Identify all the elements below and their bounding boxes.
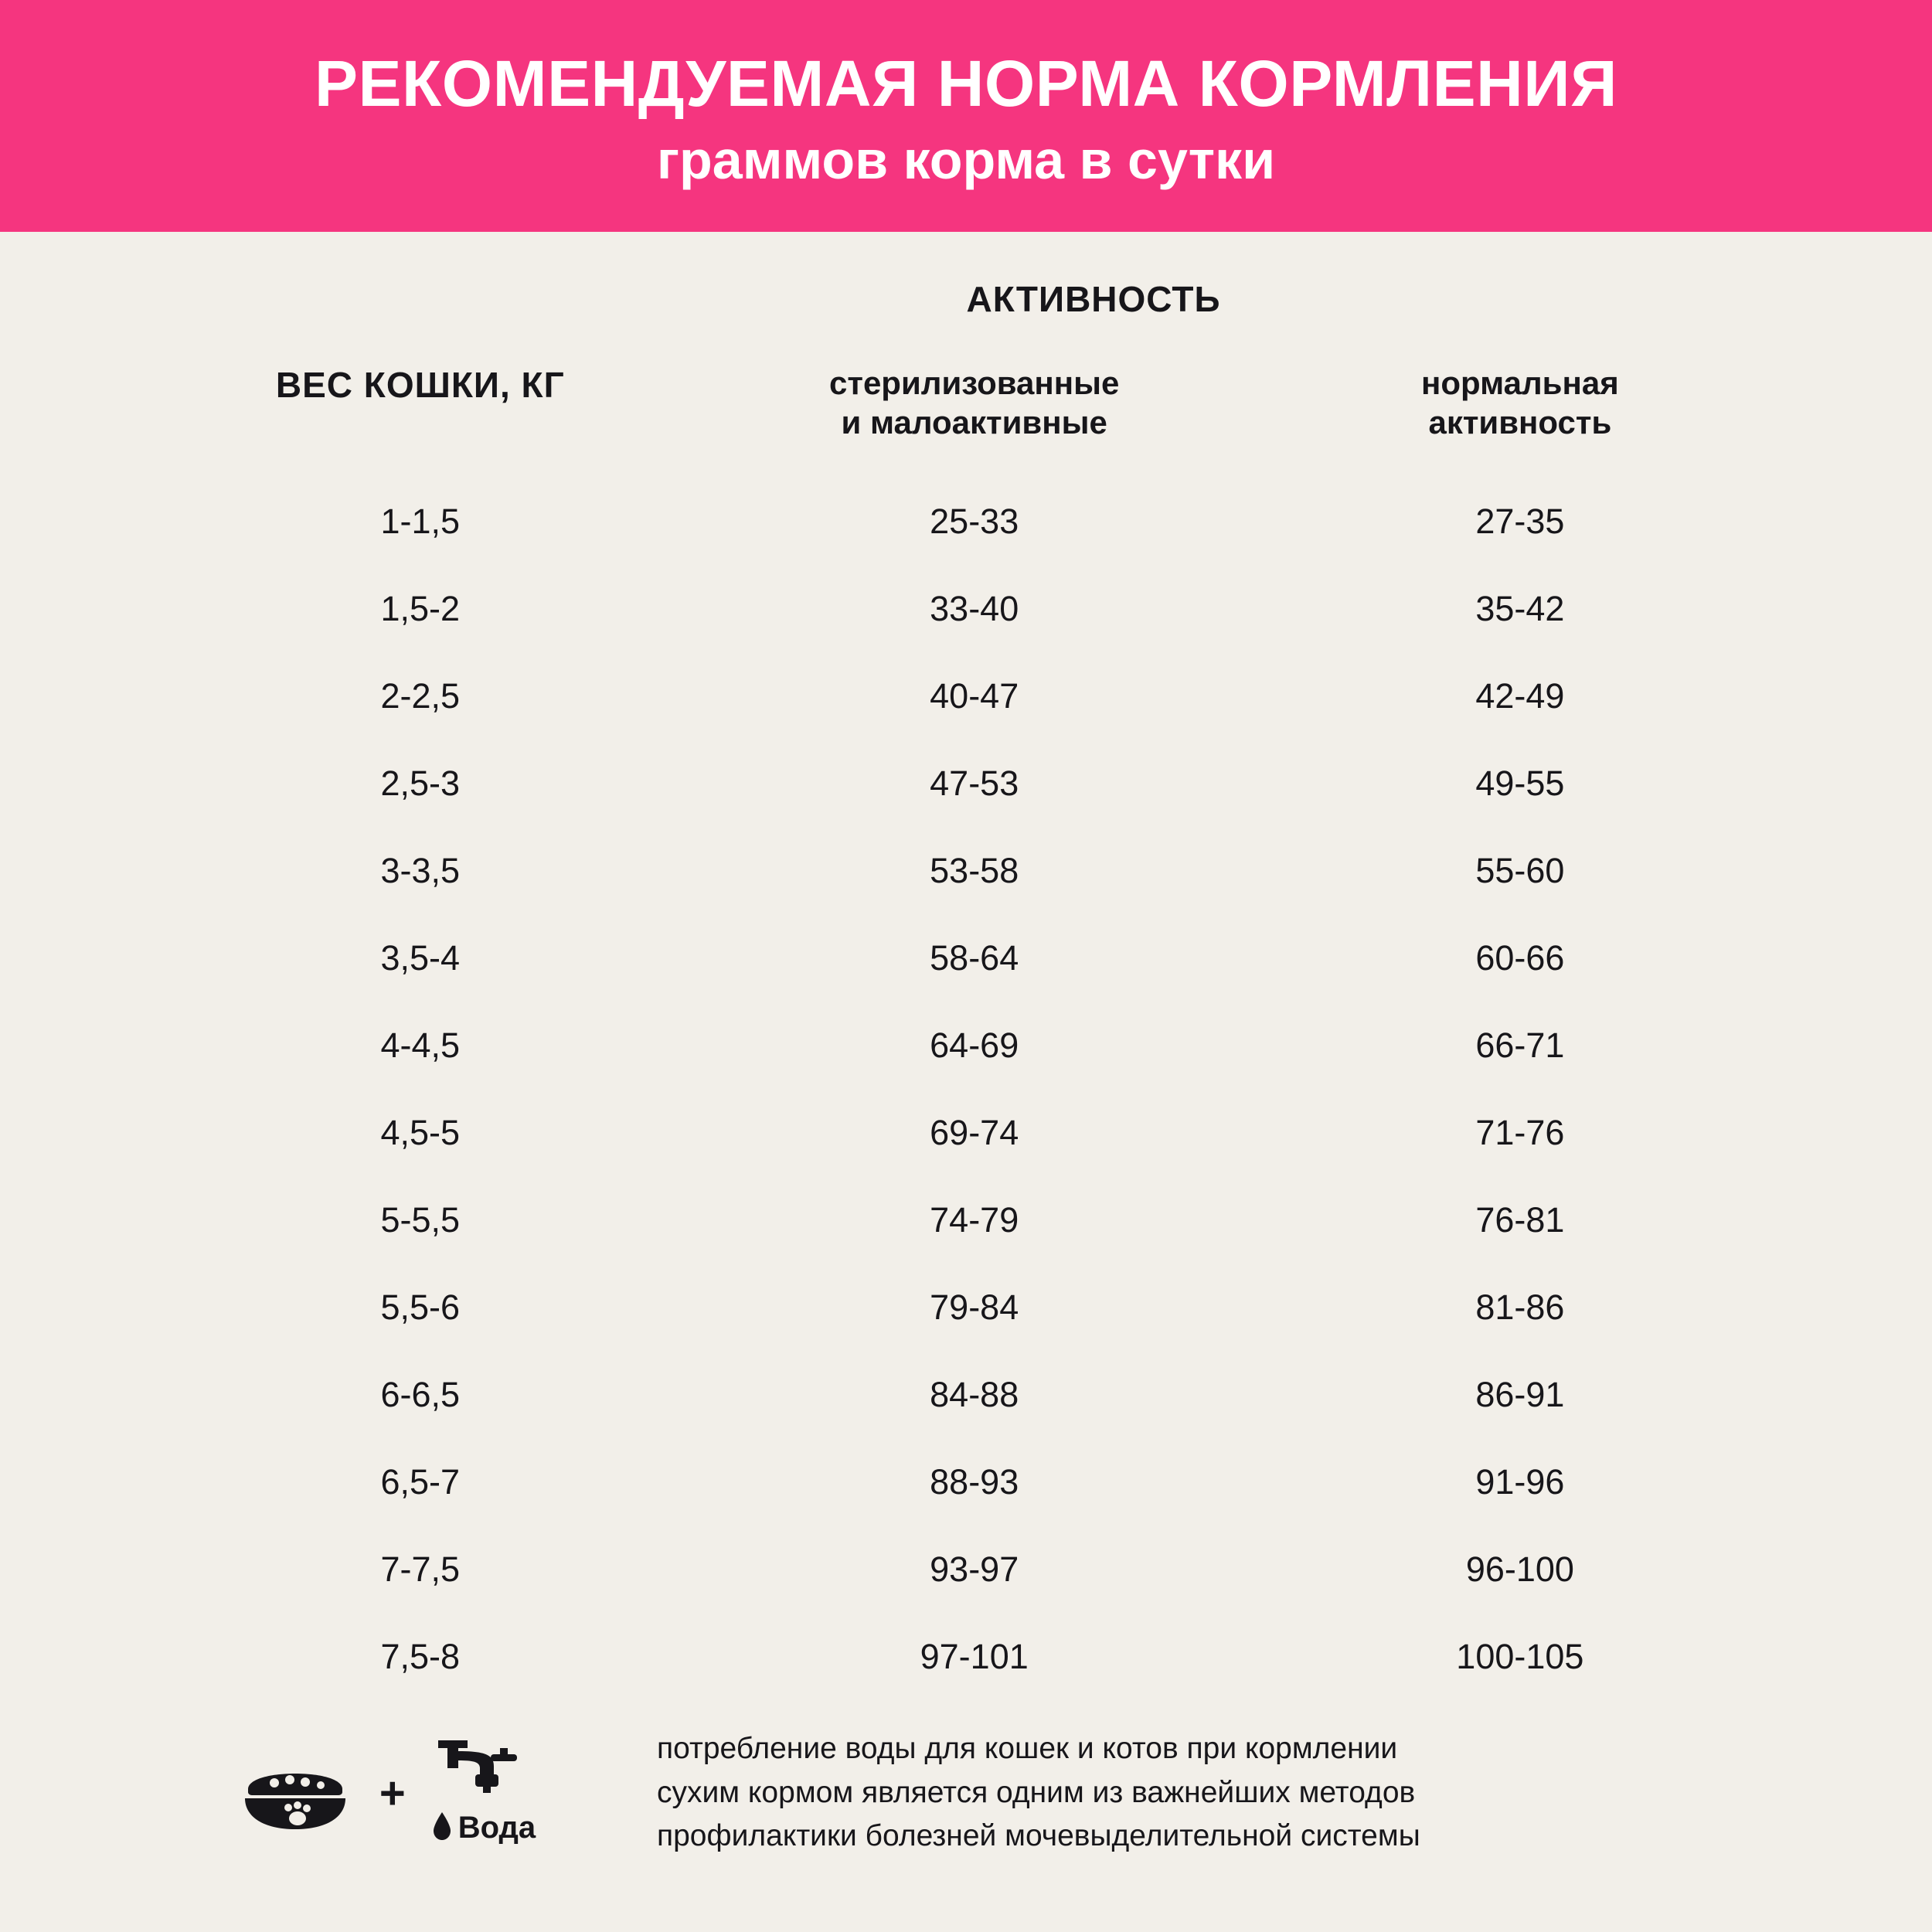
table-row — [139, 740, 1793, 827]
table-row — [139, 652, 1793, 740]
cell-weight: 6-6,5 — [380, 1374, 461, 1414]
table-row — [139, 478, 1793, 565]
column-header-sterilized-line2: и малоактивные — [841, 404, 1107, 441]
table-row — [139, 1351, 1793, 1438]
cell-normal: 71-76 — [1475, 1112, 1565, 1152]
column-header-normal-line1: нормальная — [1421, 365, 1619, 401]
cell-sterilized: 33-40 — [930, 588, 1019, 628]
cell-sterilized: 53-58 — [930, 850, 1019, 890]
cell-weight: 5,5-6 — [380, 1287, 461, 1327]
water-label: Вода — [457, 1811, 536, 1845]
page-subtitle: граммов корма в сутки — [656, 129, 1276, 190]
table-row — [139, 914, 1793, 1002]
cell-sterilized: 64-69 — [930, 1025, 1019, 1065]
cat-food-bowl-icon — [237, 1749, 353, 1838]
table-row — [139, 1002, 1793, 1089]
cell-normal: 76-81 — [1475, 1199, 1565, 1240]
footer-note-text — [634, 1727, 1793, 1859]
cell-sterilized: 97-101 — [920, 1636, 1029, 1676]
water-tap-icon — [434, 1740, 534, 1815]
page-title: РЕКОМЕНДУЕМАЯ НОРМА КОРМЛЕНИЯ — [314, 47, 1618, 121]
cell-normal: 55-60 — [1475, 850, 1565, 890]
footer-note-line1: потребление воды для кошек и котов при кормлении — [657, 1732, 1398, 1766]
column-header-normal — [1247, 363, 1793, 442]
feeding-table — [0, 363, 1932, 1700]
cell-normal: 49-55 — [1475, 763, 1565, 803]
cell-normal: 35-42 — [1475, 588, 1565, 628]
cell-weight: 6,5-7 — [380, 1461, 461, 1502]
water-block — [432, 1740, 536, 1845]
table-row — [139, 1176, 1793, 1264]
table-row — [139, 1264, 1793, 1351]
cell-normal: 42-49 — [1475, 675, 1565, 716]
cell-weight: 1-1,5 — [380, 501, 461, 541]
column-header-normal-line2: активность — [1428, 404, 1612, 441]
cell-normal: 27-35 — [1475, 501, 1565, 541]
cell-weight: 3,5-4 — [380, 937, 461, 978]
cell-weight: 2,5-3 — [380, 763, 461, 803]
cell-weight: 5-5,5 — [380, 1199, 461, 1240]
page-header — [0, 0, 1932, 232]
activity-group-label: АКТИВНОСТЬ — [966, 279, 1221, 319]
cell-sterilized: 93-97 — [930, 1549, 1019, 1589]
table-row — [139, 1613, 1793, 1700]
footer-note-line3: профилактики болезней мочевыделительной системы — [657, 1819, 1420, 1853]
cell-normal: 100-105 — [1456, 1636, 1584, 1676]
footer-icon-group — [139, 1740, 634, 1845]
column-header-sterilized — [702, 363, 1247, 442]
cell-sterilized: 88-93 — [930, 1461, 1019, 1502]
cell-normal: 86-91 — [1475, 1374, 1565, 1414]
cell-normal: 66-71 — [1475, 1025, 1565, 1065]
footer-note-line2: сухим кормом является одним из важнейших методов — [657, 1775, 1416, 1809]
cell-weight: 4,5-5 — [380, 1112, 461, 1152]
cell-weight: 7,5-8 — [380, 1636, 461, 1676]
column-header-sterilized-line1: стерилизованные — [829, 365, 1120, 401]
cell-normal: 81-86 — [1475, 1287, 1565, 1327]
cell-sterilized: 84-88 — [930, 1374, 1019, 1414]
table-row — [139, 1438, 1793, 1526]
cell-sterilized: 79-84 — [930, 1287, 1019, 1327]
cell-weight: 2-2,5 — [380, 675, 461, 716]
cell-sterilized: 47-53 — [930, 763, 1019, 803]
column-header-weight: ВЕС КОШКИ, КГ — [275, 365, 565, 405]
table-row — [139, 1526, 1793, 1613]
cell-weight: 4-4,5 — [380, 1025, 461, 1065]
water-drop-icon — [432, 1811, 452, 1845]
table-row — [139, 1089, 1793, 1176]
plus-icon: + — [379, 1767, 406, 1818]
water-label-row — [432, 1811, 536, 1845]
cell-normal: 91-96 — [1475, 1461, 1565, 1502]
cell-weight: 1,5-2 — [380, 588, 461, 628]
cell-weight: 7-7,5 — [380, 1549, 461, 1589]
cell-sterilized: 58-64 — [930, 937, 1019, 978]
cell-normal: 60-66 — [1475, 937, 1565, 978]
cell-sterilized: 40-47 — [930, 675, 1019, 716]
footer-note — [0, 1727, 1932, 1859]
cell-weight: 3-3,5 — [380, 850, 461, 890]
cell-normal: 96-100 — [1465, 1549, 1574, 1589]
table-header-row — [139, 363, 1793, 442]
table-row — [139, 827, 1793, 914]
cell-sterilized: 74-79 — [930, 1199, 1019, 1240]
table-row — [139, 565, 1793, 652]
cell-sterilized: 25-33 — [930, 501, 1019, 541]
cell-sterilized: 69-74 — [930, 1112, 1019, 1152]
